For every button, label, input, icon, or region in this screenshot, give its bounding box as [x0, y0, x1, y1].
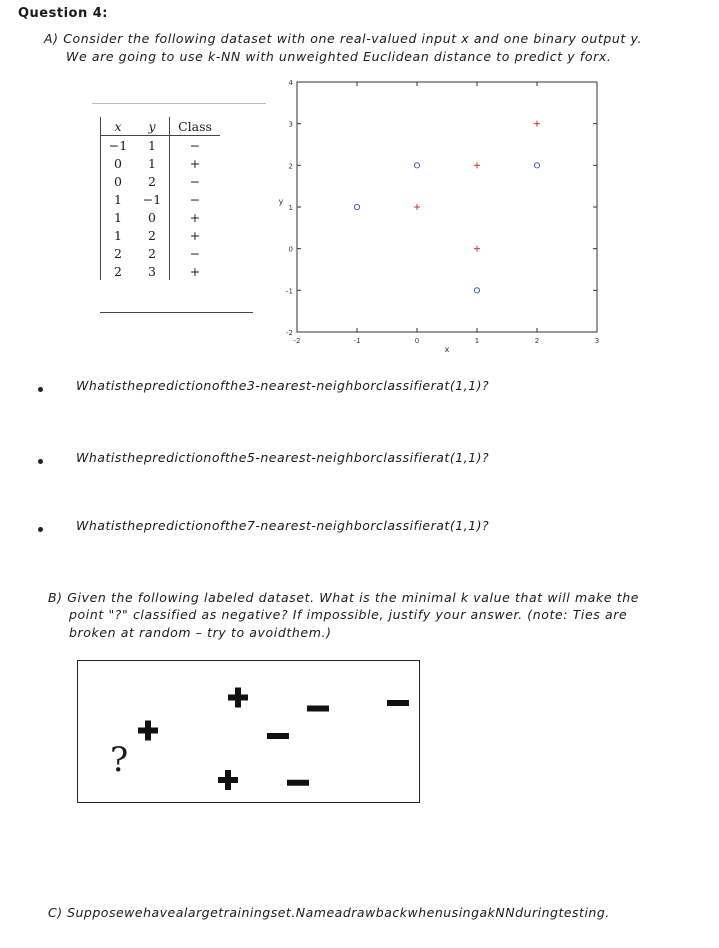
negative-point [354, 204, 359, 209]
header-class: Class [170, 117, 221, 136]
positive-point [474, 246, 480, 252]
table-bottom-rule [100, 312, 253, 313]
x-tick-label: 1 [474, 337, 480, 345]
scatter-plot [275, 76, 605, 356]
bullet-dot [38, 387, 43, 392]
bullet-question-2: Whatisthepredictionofthe5-nearest-neighborclassifierat(1,1)? [76, 450, 490, 465]
table-row [101, 190, 221, 208]
axis-layer [286, 79, 599, 345]
bullet-dot [38, 527, 43, 532]
bullet-dot [38, 459, 43, 464]
partb-positive-point [218, 770, 238, 790]
cell-y: 0 [135, 208, 170, 226]
x-tick-label: 2 [534, 337, 540, 345]
x-tick-label: 0 [414, 337, 420, 345]
part-b-text-3: broken at random – try to avoidthem.) [69, 625, 332, 640]
partb-negative-point [387, 700, 409, 706]
negative-point [414, 163, 419, 168]
cell-y: 3 [135, 262, 170, 280]
dataset-table [100, 117, 220, 280]
y-tick-label: -2 [286, 329, 293, 337]
header-x: x [101, 117, 136, 136]
bullet-question-3: Whatisthepredictionofthe7-nearest-neighborclassifierat(1,1)? [76, 518, 490, 533]
question-title: Question 4: [18, 6, 108, 21]
table-row [101, 136, 221, 155]
header-y: y [135, 117, 170, 136]
cell-x: 2 [101, 244, 136, 262]
partb-positive-point [228, 688, 248, 708]
y-tick-label: -1 [286, 287, 293, 296]
cell-class: + [189, 227, 201, 243]
positive-point [474, 162, 480, 168]
cell-class: + [189, 209, 201, 225]
cell-class: − [189, 137, 201, 153]
labeled-dataset-box [77, 660, 420, 803]
cell-class: − [189, 245, 201, 261]
cell-y: 2 [135, 172, 170, 190]
table-row [101, 172, 221, 190]
x-tick-label: 3 [594, 337, 600, 345]
y-tick-label: 1 [288, 204, 293, 212]
part-b-text: B) Given the following labeled dataset. What is the minimal k value that will make the [48, 590, 640, 605]
cell-class: − [189, 191, 201, 207]
partb-positive-point [138, 721, 158, 741]
cell-class: + [189, 263, 201, 279]
table-body [101, 136, 221, 281]
cell-x: 0 [101, 172, 136, 190]
y-tick-label: 3 [288, 120, 293, 129]
query-point-mark: ? [110, 740, 129, 780]
cell-y: 2 [135, 226, 170, 244]
partb-negative-point [267, 733, 289, 739]
cell-x: 1 [101, 208, 136, 226]
x-tick-label: -2 [293, 337, 301, 345]
part-a-text: A) Consider the following dataset with one real-valued input x and one binary output y. [44, 31, 643, 46]
cell-x: −1 [101, 136, 136, 155]
table-top-rule [92, 103, 266, 104]
partb-negative-point [307, 706, 329, 712]
y-tick-label: 4 [288, 79, 293, 87]
x-tick-label: -1 [353, 337, 361, 345]
y-axis-label: y [278, 197, 284, 206]
cell-x: 0 [101, 154, 136, 172]
part-b-text-2: point "?" classified as negative? If impossible, justify your answer. (note: Ties are [69, 607, 628, 622]
y-tick-label: 2 [288, 162, 293, 171]
partb-points [78, 661, 419, 802]
part-a-text-2: We are going to use k-NN with unweighted Euclidean distance to predict y forx. [66, 49, 612, 64]
table-row [101, 154, 221, 172]
table-header-row [101, 117, 221, 136]
cell-y: 2 [135, 244, 170, 262]
table-row [101, 226, 221, 244]
x-axis-label: x [444, 345, 450, 354]
cell-class: − [189, 173, 201, 189]
table-row [101, 244, 221, 262]
positive-point [414, 204, 420, 210]
cell-y: 1 [135, 154, 170, 172]
cell-y: 1 [135, 136, 170, 155]
partb-negative-point [287, 780, 309, 786]
negative-point [474, 288, 479, 293]
plot-frame [297, 82, 597, 332]
bullet-question-1: Whatisthepredictionofthe3-nearest-neighborclassifierat(1,1)? [76, 378, 490, 393]
cell-x: 1 [101, 226, 136, 244]
cell-class: + [189, 155, 201, 171]
point-layer [354, 121, 540, 293]
negative-point [534, 163, 539, 168]
y-tick-label: 0 [288, 245, 293, 254]
table-row [101, 208, 221, 226]
cell-x: 2 [101, 262, 136, 280]
part-c-text: C) Supposewehavealargetrainingset.NameadrawbackwhenusingakNNduringtesting. [48, 905, 610, 920]
cell-x: 1 [101, 190, 136, 208]
cell-y: −1 [135, 190, 170, 208]
positive-point [534, 121, 540, 127]
table-row [101, 262, 221, 280]
